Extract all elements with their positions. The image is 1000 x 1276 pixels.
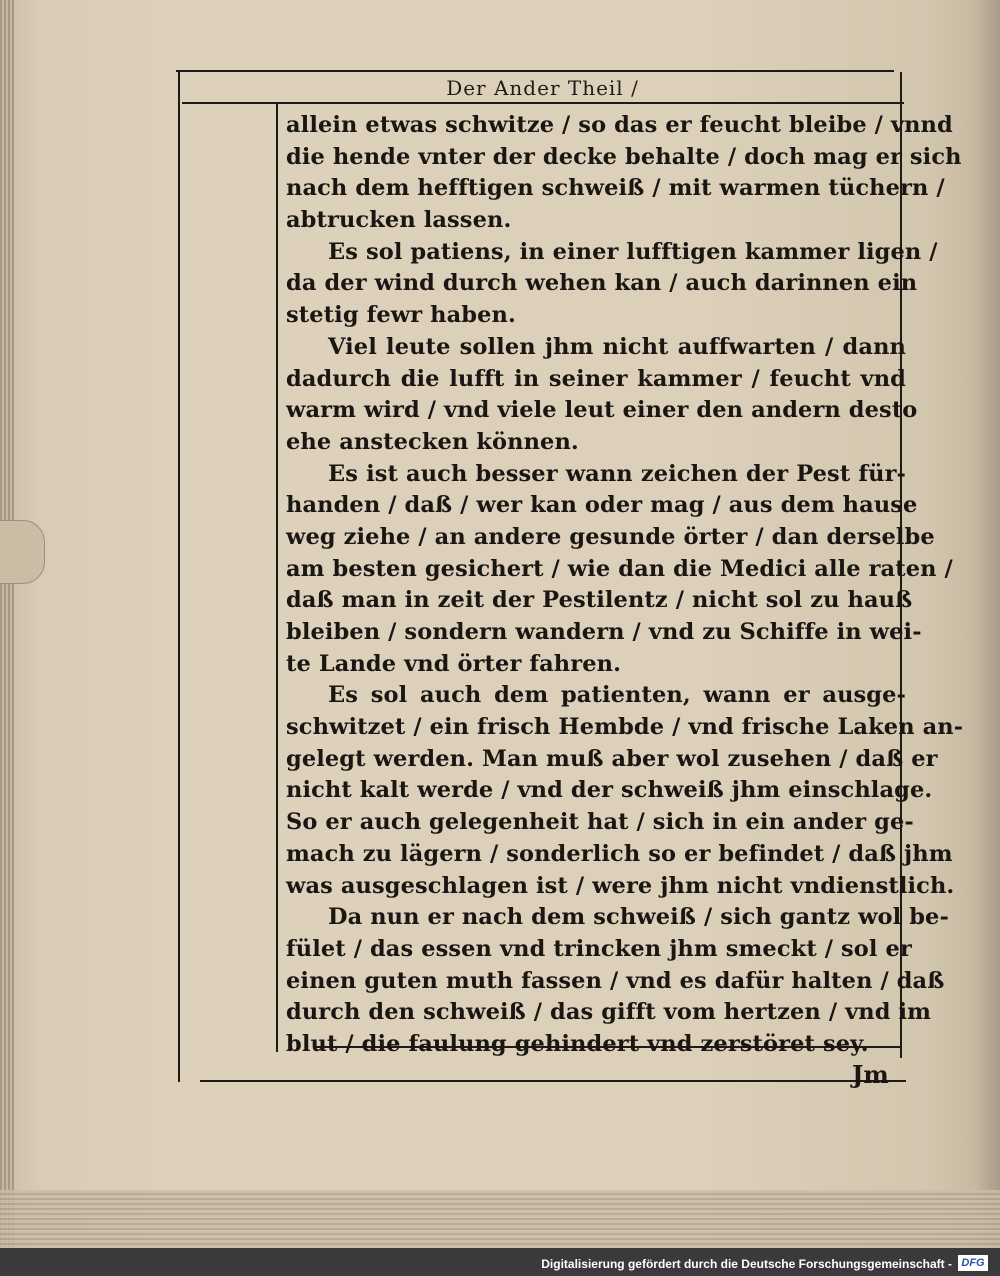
text-line: daß man in zeit der Pestilentz / nicht sol zu hauß [286,587,913,614]
catchword: Jm [852,1060,889,1089]
bookmark-tab [0,520,45,584]
text-line: Viel leute sollen jhm nicht auffwarten / dann [328,333,906,360]
digitization-credit: Digitalisierung gefördert durch die Deutsche Forschungsgemeinschaft - [541,1257,952,1271]
dfg-logo: DFG [958,1255,988,1271]
text-line: Es sol patiens, in einer lufftigen kammer ligen / [328,238,938,265]
text-line: was ausgeschlagen ist / were jhm nicht vndienstlich. [286,872,955,899]
text-line: da der wind durch wehen kan / auch darinnen ein [286,270,918,297]
page-stack-edge [0,1190,1000,1248]
frame-rule-left-inner [276,104,278,1052]
text-line: durch den schweiß / das gifft vom hertzen / vnd im [286,999,932,1026]
text-line: nicht kalt werde / vnd der schweiß jhm einschlage. [286,777,933,804]
text-line: abtrucken lassen. [286,207,512,234]
text-line: te Lande vnd örter fahren. [286,650,622,677]
header-rule-bottom [182,102,904,104]
text-line: fület / das essen vnd trincken jhm smeckt / sol er [286,935,912,962]
text-line: stetig fewr haben. [286,302,516,329]
text-line: nach dem hefftigen schweiß / mit warmen tüchern / [286,175,945,202]
text-line: mach zu lägern / sonderlich so er befindet / daß jhm [286,840,953,867]
text-line: dadurch die lufft in seiner kammer / feucht vnd [286,365,906,392]
text-line: schwitzet / ein frisch Hembde / vnd frische Laken an- [286,714,964,741]
frame-rule-bottom [200,1080,906,1082]
text-line: So er auch gelegenheit hat / sich in ein ander ge- [286,809,914,836]
body-text [286,110,964,1061]
text-line: gelegt werden. Man muß aber wol zusehen / daß er [286,745,938,772]
text-line: blut / die faulung gehindert vnd zerstöret sey. [286,1030,869,1057]
frame-rule-left-outer [178,70,180,1082]
text-line: einen guten muth fassen / vnd es dafür halten / daß [286,967,945,994]
running-head: Der Ander Theil / [446,76,639,100]
text-line: am besten gesichert / wie dan die Medici alle raten / [286,555,953,582]
text-line: bleiben / sondern wandern / vnd zu Schiffe in wei- [286,619,922,645]
header-rule-top [176,70,894,72]
text-line: die hende vnter der decke behalte / doch mag er sich [286,143,962,170]
text-line: Es sol auch dem patienten, wann er ausge- [328,682,906,709]
text-line: handen / daß / wer kan oder mag / aus dem hause [286,492,918,519]
text-line: Es ist auch besser wann zeichen der Pest für- [328,460,906,487]
page-edge [0,0,14,1248]
text-line: ehe anstecken können. [286,428,579,455]
text-line: weg ziehe / an andere gesunde örter / dan derselbe [286,523,935,550]
text-line: Da nun er nach dem schweiß / sich gantz wol be- [328,904,949,931]
text-line: allein etwas schwitze / so das er feucht bleibe / vnnd [286,112,953,138]
text-line: warm wird / vnd viele leut einer den andern desto [286,397,918,424]
